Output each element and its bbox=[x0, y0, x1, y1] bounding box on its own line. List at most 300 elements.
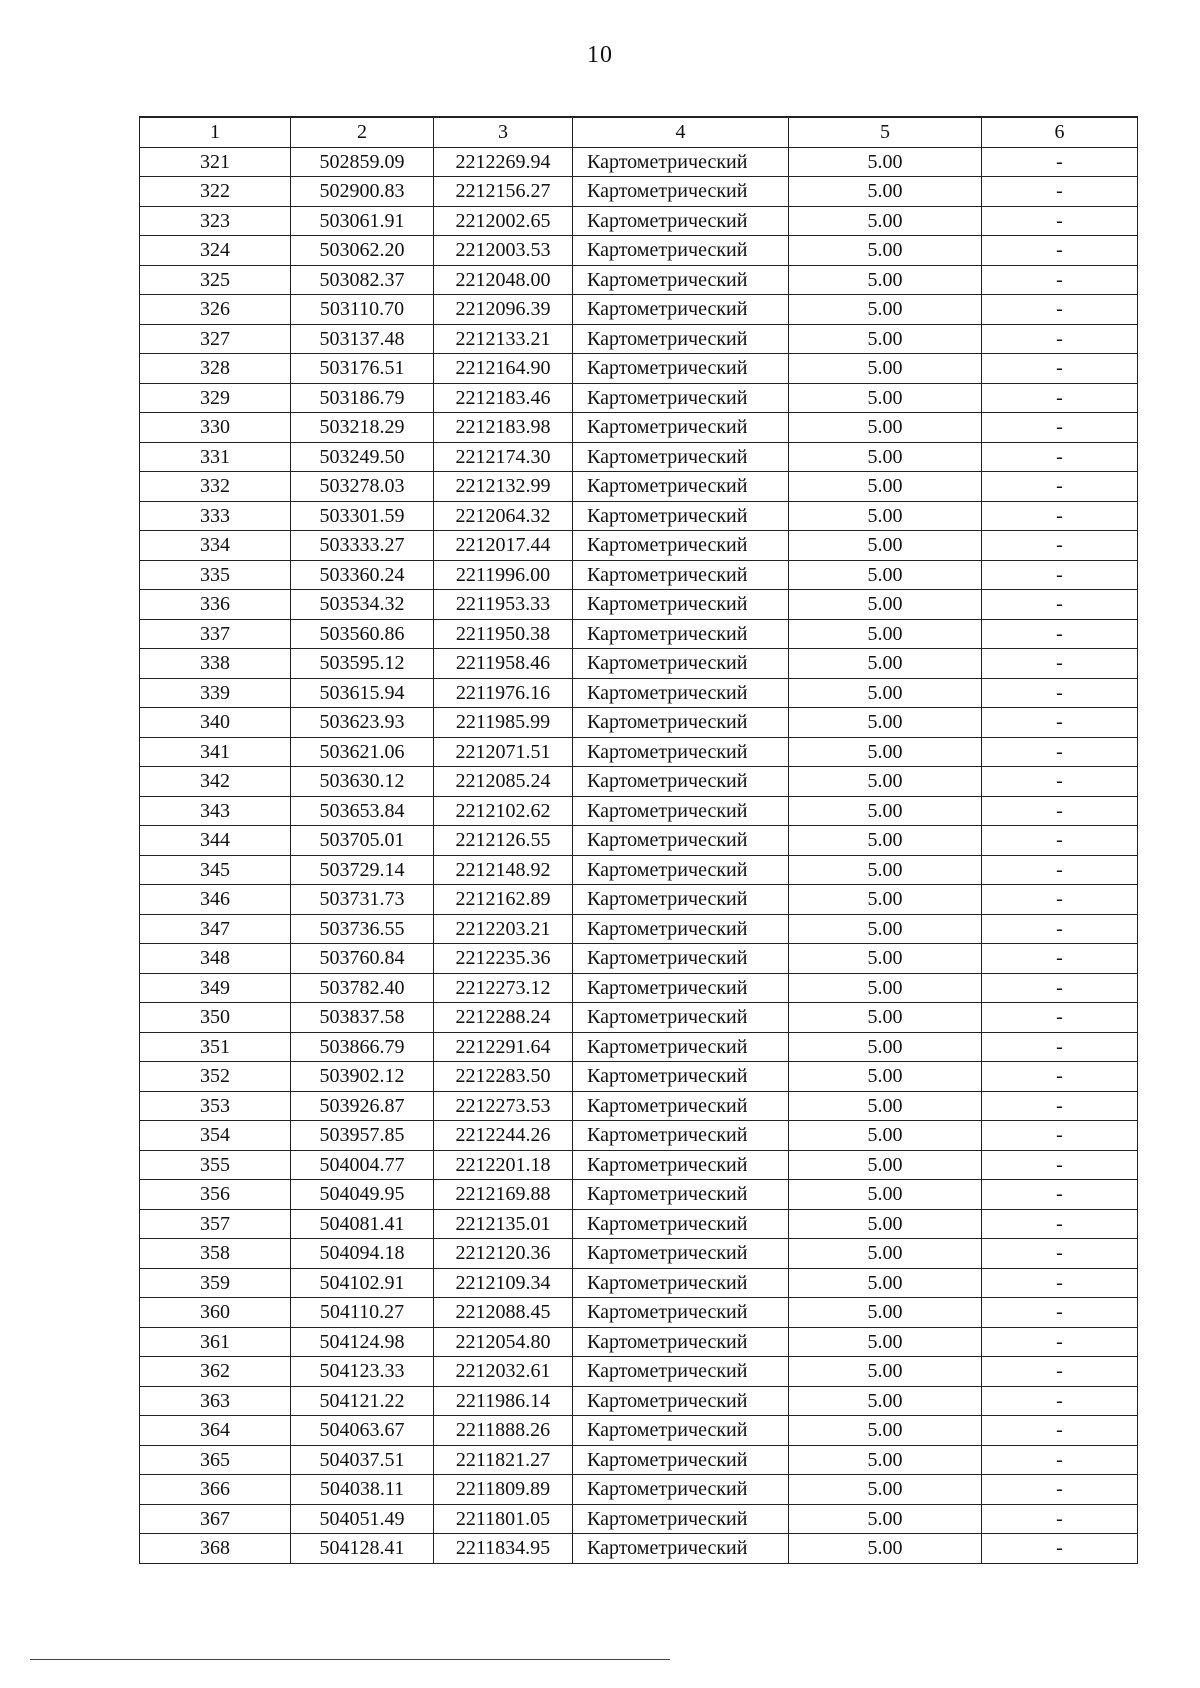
table-row bbox=[140, 295, 1138, 325]
point-number-cell: 358 bbox=[140, 1239, 291, 1269]
table-row bbox=[140, 1357, 1138, 1387]
x-coordinate-cell: 503837.58 bbox=[291, 1003, 434, 1033]
y-coordinate-cell: 2212132.99 bbox=[434, 472, 573, 502]
x-coordinate-cell: 503866.79 bbox=[291, 1032, 434, 1062]
description-cell: - bbox=[982, 177, 1138, 207]
precision-cell: 5.00 bbox=[789, 1003, 982, 1033]
precision-cell: 5.00 bbox=[789, 1268, 982, 1298]
precision-cell: 5.00 bbox=[789, 796, 982, 826]
x-coordinate-cell: 503621.06 bbox=[291, 737, 434, 767]
method-cell: Картометрический bbox=[573, 590, 789, 620]
method-cell: Картометрический bbox=[573, 442, 789, 472]
y-coordinate-cell: 2212291.64 bbox=[434, 1032, 573, 1062]
description-cell: - bbox=[982, 442, 1138, 472]
precision-cell: 5.00 bbox=[789, 442, 982, 472]
precision-cell: 5.00 bbox=[789, 1032, 982, 1062]
y-coordinate-cell: 2211801.05 bbox=[434, 1504, 573, 1534]
method-cell: Картометрический bbox=[573, 1209, 789, 1239]
point-number-cell: 325 bbox=[140, 265, 291, 295]
method-cell: Картометрический bbox=[573, 501, 789, 531]
table-row bbox=[140, 1121, 1138, 1151]
precision-cell: 5.00 bbox=[789, 1327, 982, 1357]
x-coordinate-cell: 503176.51 bbox=[291, 354, 434, 384]
precision-cell: 5.00 bbox=[789, 855, 982, 885]
y-coordinate-cell: 2212156.27 bbox=[434, 177, 573, 207]
footer-divider bbox=[30, 1659, 670, 1660]
y-coordinate-cell: 2212088.45 bbox=[434, 1298, 573, 1328]
point-number-cell: 336 bbox=[140, 590, 291, 620]
table-row bbox=[140, 1180, 1138, 1210]
point-number-cell: 344 bbox=[140, 826, 291, 856]
point-number-cell: 343 bbox=[140, 796, 291, 826]
description-cell: - bbox=[982, 1327, 1138, 1357]
description-cell: - bbox=[982, 855, 1138, 885]
method-cell: Картометрический bbox=[573, 1268, 789, 1298]
point-number-cell: 321 bbox=[140, 147, 291, 177]
description-cell: - bbox=[982, 1445, 1138, 1475]
precision-cell: 5.00 bbox=[789, 1534, 982, 1564]
y-coordinate-cell: 2212032.61 bbox=[434, 1357, 573, 1387]
description-cell: - bbox=[982, 472, 1138, 502]
precision-cell: 5.00 bbox=[789, 649, 982, 679]
precision-cell: 5.00 bbox=[789, 206, 982, 236]
table-row bbox=[140, 973, 1138, 1003]
method-cell: Картометрический bbox=[573, 1003, 789, 1033]
table-row bbox=[140, 767, 1138, 797]
description-cell: - bbox=[982, 295, 1138, 325]
table-row bbox=[140, 383, 1138, 413]
x-coordinate-cell: 503061.91 bbox=[291, 206, 434, 236]
point-number-cell: 323 bbox=[140, 206, 291, 236]
table-row bbox=[140, 914, 1138, 944]
x-coordinate-cell: 503278.03 bbox=[291, 472, 434, 502]
table-row bbox=[140, 826, 1138, 856]
table-row bbox=[140, 1091, 1138, 1121]
x-coordinate-cell: 503630.12 bbox=[291, 767, 434, 797]
y-coordinate-cell: 2212126.55 bbox=[434, 826, 573, 856]
method-cell: Картометрический bbox=[573, 472, 789, 502]
y-coordinate-cell: 2212203.21 bbox=[434, 914, 573, 944]
precision-cell: 5.00 bbox=[789, 1091, 982, 1121]
x-coordinate-cell: 503082.37 bbox=[291, 265, 434, 295]
y-coordinate-cell: 2212174.30 bbox=[434, 442, 573, 472]
description-cell: - bbox=[982, 619, 1138, 649]
description-cell: - bbox=[982, 767, 1138, 797]
method-cell: Картометрический bbox=[573, 531, 789, 561]
precision-cell: 5.00 bbox=[789, 678, 982, 708]
x-coordinate-cell: 504094.18 bbox=[291, 1239, 434, 1269]
description-cell: - bbox=[982, 501, 1138, 531]
point-number-cell: 366 bbox=[140, 1475, 291, 1505]
x-coordinate-cell: 503615.94 bbox=[291, 678, 434, 708]
method-cell: Картометрический bbox=[573, 236, 789, 266]
x-coordinate-cell: 504051.49 bbox=[291, 1504, 434, 1534]
point-number-cell: 357 bbox=[140, 1209, 291, 1239]
point-number-cell: 352 bbox=[140, 1062, 291, 1092]
table-row bbox=[140, 206, 1138, 236]
table-row bbox=[140, 737, 1138, 767]
description-cell: - bbox=[982, 737, 1138, 767]
y-coordinate-cell: 2212064.32 bbox=[434, 501, 573, 531]
method-cell: Картометрический bbox=[573, 1534, 789, 1564]
description-cell: - bbox=[982, 560, 1138, 590]
method-cell: Картометрический bbox=[573, 678, 789, 708]
table-row bbox=[140, 1475, 1138, 1505]
coordinates-table bbox=[139, 116, 1138, 1564]
point-number-cell: 327 bbox=[140, 324, 291, 354]
table-row bbox=[140, 1327, 1138, 1357]
method-cell: Картометрический bbox=[573, 914, 789, 944]
table-row bbox=[140, 442, 1138, 472]
y-coordinate-cell: 2211888.26 bbox=[434, 1416, 573, 1446]
y-coordinate-cell: 2212288.24 bbox=[434, 1003, 573, 1033]
precision-cell: 5.00 bbox=[789, 619, 982, 649]
x-coordinate-cell: 503360.24 bbox=[291, 560, 434, 590]
method-cell: Картометрический bbox=[573, 1504, 789, 1534]
x-coordinate-cell: 503249.50 bbox=[291, 442, 434, 472]
description-cell: - bbox=[982, 531, 1138, 561]
y-coordinate-cell: 2212183.98 bbox=[434, 413, 573, 443]
description-cell: - bbox=[982, 590, 1138, 620]
description-cell: - bbox=[982, 1386, 1138, 1416]
point-number-cell: 346 bbox=[140, 885, 291, 915]
x-coordinate-cell: 503186.79 bbox=[291, 383, 434, 413]
x-coordinate-cell: 504081.41 bbox=[291, 1209, 434, 1239]
precision-cell: 5.00 bbox=[789, 472, 982, 502]
point-number-cell: 355 bbox=[140, 1150, 291, 1180]
y-coordinate-cell: 2212201.18 bbox=[434, 1150, 573, 1180]
point-number-cell: 334 bbox=[140, 531, 291, 561]
x-coordinate-cell: 504049.95 bbox=[291, 1180, 434, 1210]
x-coordinate-cell: 503333.27 bbox=[291, 531, 434, 561]
point-number-cell: 360 bbox=[140, 1298, 291, 1328]
precision-cell: 5.00 bbox=[789, 1357, 982, 1387]
table-row bbox=[140, 1386, 1138, 1416]
point-number-cell: 365 bbox=[140, 1445, 291, 1475]
method-cell: Картометрический bbox=[573, 649, 789, 679]
point-number-cell: 331 bbox=[140, 442, 291, 472]
table-row bbox=[140, 177, 1138, 207]
precision-cell: 5.00 bbox=[789, 1386, 982, 1416]
y-coordinate-cell: 2212269.94 bbox=[434, 147, 573, 177]
y-coordinate-cell: 2212048.00 bbox=[434, 265, 573, 295]
x-coordinate-cell: 504110.27 bbox=[291, 1298, 434, 1328]
x-coordinate-cell: 503137.48 bbox=[291, 324, 434, 354]
point-number-cell: 324 bbox=[140, 236, 291, 266]
description-cell: - bbox=[982, 383, 1138, 413]
precision-cell: 5.00 bbox=[789, 295, 982, 325]
table-row bbox=[140, 1062, 1138, 1092]
method-cell: Картометрический bbox=[573, 1416, 789, 1446]
column-header: 5 bbox=[789, 117, 982, 147]
point-number-cell: 356 bbox=[140, 1180, 291, 1210]
x-coordinate-cell: 503705.01 bbox=[291, 826, 434, 856]
x-coordinate-cell: 503653.84 bbox=[291, 796, 434, 826]
precision-cell: 5.00 bbox=[789, 177, 982, 207]
y-coordinate-cell: 2212071.51 bbox=[434, 737, 573, 767]
point-number-cell: 348 bbox=[140, 944, 291, 974]
precision-cell: 5.00 bbox=[789, 767, 982, 797]
method-cell: Картометрический bbox=[573, 383, 789, 413]
method-cell: Картометрический bbox=[573, 1091, 789, 1121]
y-coordinate-cell: 2211809.89 bbox=[434, 1475, 573, 1505]
x-coordinate-cell: 503731.73 bbox=[291, 885, 434, 915]
y-coordinate-cell: 2211976.16 bbox=[434, 678, 573, 708]
method-cell: Картометрический bbox=[573, 944, 789, 974]
y-coordinate-cell: 2212273.12 bbox=[434, 973, 573, 1003]
x-coordinate-cell: 504037.51 bbox=[291, 1445, 434, 1475]
y-coordinate-cell: 2212109.34 bbox=[434, 1268, 573, 1298]
method-cell: Картометрический bbox=[573, 1062, 789, 1092]
table-row bbox=[140, 590, 1138, 620]
precision-cell: 5.00 bbox=[789, 413, 982, 443]
precision-cell: 5.00 bbox=[789, 914, 982, 944]
point-number-cell: 332 bbox=[140, 472, 291, 502]
table-row bbox=[140, 855, 1138, 885]
method-cell: Картометрический bbox=[573, 1150, 789, 1180]
table-row bbox=[140, 708, 1138, 738]
point-number-cell: 363 bbox=[140, 1386, 291, 1416]
table-row bbox=[140, 1268, 1138, 1298]
description-cell: - bbox=[982, 236, 1138, 266]
x-coordinate-cell: 503110.70 bbox=[291, 295, 434, 325]
precision-cell: 5.00 bbox=[789, 1062, 982, 1092]
method-cell: Картометрический bbox=[573, 1327, 789, 1357]
point-number-cell: 342 bbox=[140, 767, 291, 797]
y-coordinate-cell: 2212017.44 bbox=[434, 531, 573, 561]
y-coordinate-cell: 2212003.53 bbox=[434, 236, 573, 266]
table-row bbox=[140, 413, 1138, 443]
description-cell: - bbox=[982, 1239, 1138, 1269]
table-row bbox=[140, 354, 1138, 384]
y-coordinate-cell: 2211953.33 bbox=[434, 590, 573, 620]
y-coordinate-cell: 2211996.00 bbox=[434, 560, 573, 590]
precision-cell: 5.00 bbox=[789, 560, 982, 590]
column-header: 3 bbox=[434, 117, 573, 147]
table-row bbox=[140, 678, 1138, 708]
y-coordinate-cell: 2212148.92 bbox=[434, 855, 573, 885]
x-coordinate-cell: 503760.84 bbox=[291, 944, 434, 974]
table-row bbox=[140, 1416, 1138, 1446]
point-number-cell: 329 bbox=[140, 383, 291, 413]
precision-cell: 5.00 bbox=[789, 973, 982, 1003]
method-cell: Картометрический bbox=[573, 1298, 789, 1328]
method-cell: Картометрический bbox=[573, 1121, 789, 1151]
precision-cell: 5.00 bbox=[789, 1180, 982, 1210]
method-cell: Картометрический bbox=[573, 1357, 789, 1387]
description-cell: - bbox=[982, 678, 1138, 708]
description-cell: - bbox=[982, 413, 1138, 443]
column-header: 1 bbox=[140, 117, 291, 147]
point-number-cell: 330 bbox=[140, 413, 291, 443]
point-number-cell: 354 bbox=[140, 1121, 291, 1151]
point-number-cell: 345 bbox=[140, 855, 291, 885]
description-cell: - bbox=[982, 1150, 1138, 1180]
y-coordinate-cell: 2212164.90 bbox=[434, 354, 573, 384]
description-cell: - bbox=[982, 1180, 1138, 1210]
method-cell: Картометрический bbox=[573, 1475, 789, 1505]
table-row bbox=[140, 1032, 1138, 1062]
table-row bbox=[140, 619, 1138, 649]
y-coordinate-cell: 2212133.21 bbox=[434, 324, 573, 354]
method-cell: Картометрический bbox=[573, 1445, 789, 1475]
method-cell: Картометрический bbox=[573, 177, 789, 207]
description-cell: - bbox=[982, 708, 1138, 738]
x-coordinate-cell: 503957.85 bbox=[291, 1121, 434, 1151]
point-number-cell: 368 bbox=[140, 1534, 291, 1564]
y-coordinate-cell: 2211958.46 bbox=[434, 649, 573, 679]
x-coordinate-cell: 503301.59 bbox=[291, 501, 434, 531]
description-cell: - bbox=[982, 826, 1138, 856]
table-row bbox=[140, 472, 1138, 502]
x-coordinate-cell: 503729.14 bbox=[291, 855, 434, 885]
description-cell: - bbox=[982, 796, 1138, 826]
table-row bbox=[140, 885, 1138, 915]
point-number-cell: 367 bbox=[140, 1504, 291, 1534]
table-row bbox=[140, 501, 1138, 531]
table-row bbox=[140, 1504, 1138, 1534]
table-row bbox=[140, 236, 1138, 266]
method-cell: Картометрический bbox=[573, 324, 789, 354]
x-coordinate-cell: 503062.20 bbox=[291, 236, 434, 266]
method-cell: Картометрический bbox=[573, 1386, 789, 1416]
description-cell: - bbox=[982, 1416, 1138, 1446]
y-coordinate-cell: 2212169.88 bbox=[434, 1180, 573, 1210]
y-coordinate-cell: 2212120.36 bbox=[434, 1239, 573, 1269]
x-coordinate-cell: 504063.67 bbox=[291, 1416, 434, 1446]
table-row bbox=[140, 649, 1138, 679]
point-number-cell: 335 bbox=[140, 560, 291, 590]
method-cell: Картометрический bbox=[573, 560, 789, 590]
y-coordinate-cell: 2212085.24 bbox=[434, 767, 573, 797]
y-coordinate-cell: 2211950.38 bbox=[434, 619, 573, 649]
precision-cell: 5.00 bbox=[789, 324, 982, 354]
table-row bbox=[140, 324, 1138, 354]
method-cell: Картометрический bbox=[573, 826, 789, 856]
y-coordinate-cell: 2212102.62 bbox=[434, 796, 573, 826]
method-cell: Картометрический bbox=[573, 619, 789, 649]
description-cell: - bbox=[982, 1298, 1138, 1328]
method-cell: Картометрический bbox=[573, 413, 789, 443]
precision-cell: 5.00 bbox=[789, 737, 982, 767]
description-cell: - bbox=[982, 354, 1138, 384]
description-cell: - bbox=[982, 1209, 1138, 1239]
description-cell: - bbox=[982, 1475, 1138, 1505]
method-cell: Картометрический bbox=[573, 855, 789, 885]
precision-cell: 5.00 bbox=[789, 1150, 982, 1180]
x-coordinate-cell: 503560.86 bbox=[291, 619, 434, 649]
description-cell: - bbox=[982, 649, 1138, 679]
table-row bbox=[140, 1445, 1138, 1475]
y-coordinate-cell: 2212283.50 bbox=[434, 1062, 573, 1092]
point-number-cell: 359 bbox=[140, 1268, 291, 1298]
point-number-cell: 351 bbox=[140, 1032, 291, 1062]
point-number-cell: 337 bbox=[140, 619, 291, 649]
method-cell: Картометрический bbox=[573, 147, 789, 177]
description-cell: - bbox=[982, 944, 1138, 974]
column-header: 2 bbox=[291, 117, 434, 147]
table-row bbox=[140, 265, 1138, 295]
precision-cell: 5.00 bbox=[789, 708, 982, 738]
method-cell: Картометрический bbox=[573, 767, 789, 797]
method-cell: Картометрический bbox=[573, 1180, 789, 1210]
method-cell: Картометрический bbox=[573, 1032, 789, 1062]
table-header-row bbox=[140, 117, 1138, 147]
x-coordinate-cell: 504123.33 bbox=[291, 1357, 434, 1387]
precision-cell: 5.00 bbox=[789, 1121, 982, 1151]
y-coordinate-cell: 2211985.99 bbox=[434, 708, 573, 738]
precision-cell: 5.00 bbox=[789, 265, 982, 295]
table-row bbox=[140, 796, 1138, 826]
description-cell: - bbox=[982, 1062, 1138, 1092]
method-cell: Картометрический bbox=[573, 265, 789, 295]
precision-cell: 5.00 bbox=[789, 501, 982, 531]
precision-cell: 5.00 bbox=[789, 383, 982, 413]
y-coordinate-cell: 2212054.80 bbox=[434, 1327, 573, 1357]
table-row bbox=[140, 1150, 1138, 1180]
table-row bbox=[140, 1298, 1138, 1328]
x-coordinate-cell: 503623.93 bbox=[291, 708, 434, 738]
precision-cell: 5.00 bbox=[789, 1504, 982, 1534]
precision-cell: 5.00 bbox=[789, 1239, 982, 1269]
method-cell: Картометрический bbox=[573, 206, 789, 236]
precision-cell: 5.00 bbox=[789, 1209, 982, 1239]
table-row bbox=[140, 147, 1138, 177]
x-coordinate-cell: 503218.29 bbox=[291, 413, 434, 443]
description-cell: - bbox=[982, 1504, 1138, 1534]
method-cell: Картометрический bbox=[573, 354, 789, 384]
description-cell: - bbox=[982, 914, 1138, 944]
description-cell: - bbox=[982, 1032, 1138, 1062]
x-coordinate-cell: 504121.22 bbox=[291, 1386, 434, 1416]
y-coordinate-cell: 2211821.27 bbox=[434, 1445, 573, 1475]
x-coordinate-cell: 504004.77 bbox=[291, 1150, 434, 1180]
precision-cell: 5.00 bbox=[789, 944, 982, 974]
table-row bbox=[140, 1209, 1138, 1239]
table-row bbox=[140, 1534, 1138, 1564]
point-number-cell: 350 bbox=[140, 1003, 291, 1033]
x-coordinate-cell: 503595.12 bbox=[291, 649, 434, 679]
method-cell: Картометрический bbox=[573, 737, 789, 767]
precision-cell: 5.00 bbox=[789, 1445, 982, 1475]
point-number-cell: 326 bbox=[140, 295, 291, 325]
description-cell: - bbox=[982, 324, 1138, 354]
table-row bbox=[140, 531, 1138, 561]
precision-cell: 5.00 bbox=[789, 354, 982, 384]
point-number-cell: 362 bbox=[140, 1357, 291, 1387]
description-cell: - bbox=[982, 1121, 1138, 1151]
description-cell: - bbox=[982, 1268, 1138, 1298]
y-coordinate-cell: 2212096.39 bbox=[434, 295, 573, 325]
table-row bbox=[140, 944, 1138, 974]
precision-cell: 5.00 bbox=[789, 236, 982, 266]
description-cell: - bbox=[982, 973, 1138, 1003]
method-cell: Картометрический bbox=[573, 885, 789, 915]
x-coordinate-cell: 503902.12 bbox=[291, 1062, 434, 1092]
point-number-cell: 333 bbox=[140, 501, 291, 531]
point-number-cell: 339 bbox=[140, 678, 291, 708]
precision-cell: 5.00 bbox=[789, 147, 982, 177]
description-cell: - bbox=[982, 1534, 1138, 1564]
y-coordinate-cell: 2212183.46 bbox=[434, 383, 573, 413]
x-coordinate-cell: 503926.87 bbox=[291, 1091, 434, 1121]
x-coordinate-cell: 503782.40 bbox=[291, 973, 434, 1003]
point-number-cell: 338 bbox=[140, 649, 291, 679]
x-coordinate-cell: 504038.11 bbox=[291, 1475, 434, 1505]
method-cell: Картометрический bbox=[573, 973, 789, 1003]
point-number-cell: 322 bbox=[140, 177, 291, 207]
y-coordinate-cell: 2212244.26 bbox=[434, 1121, 573, 1151]
